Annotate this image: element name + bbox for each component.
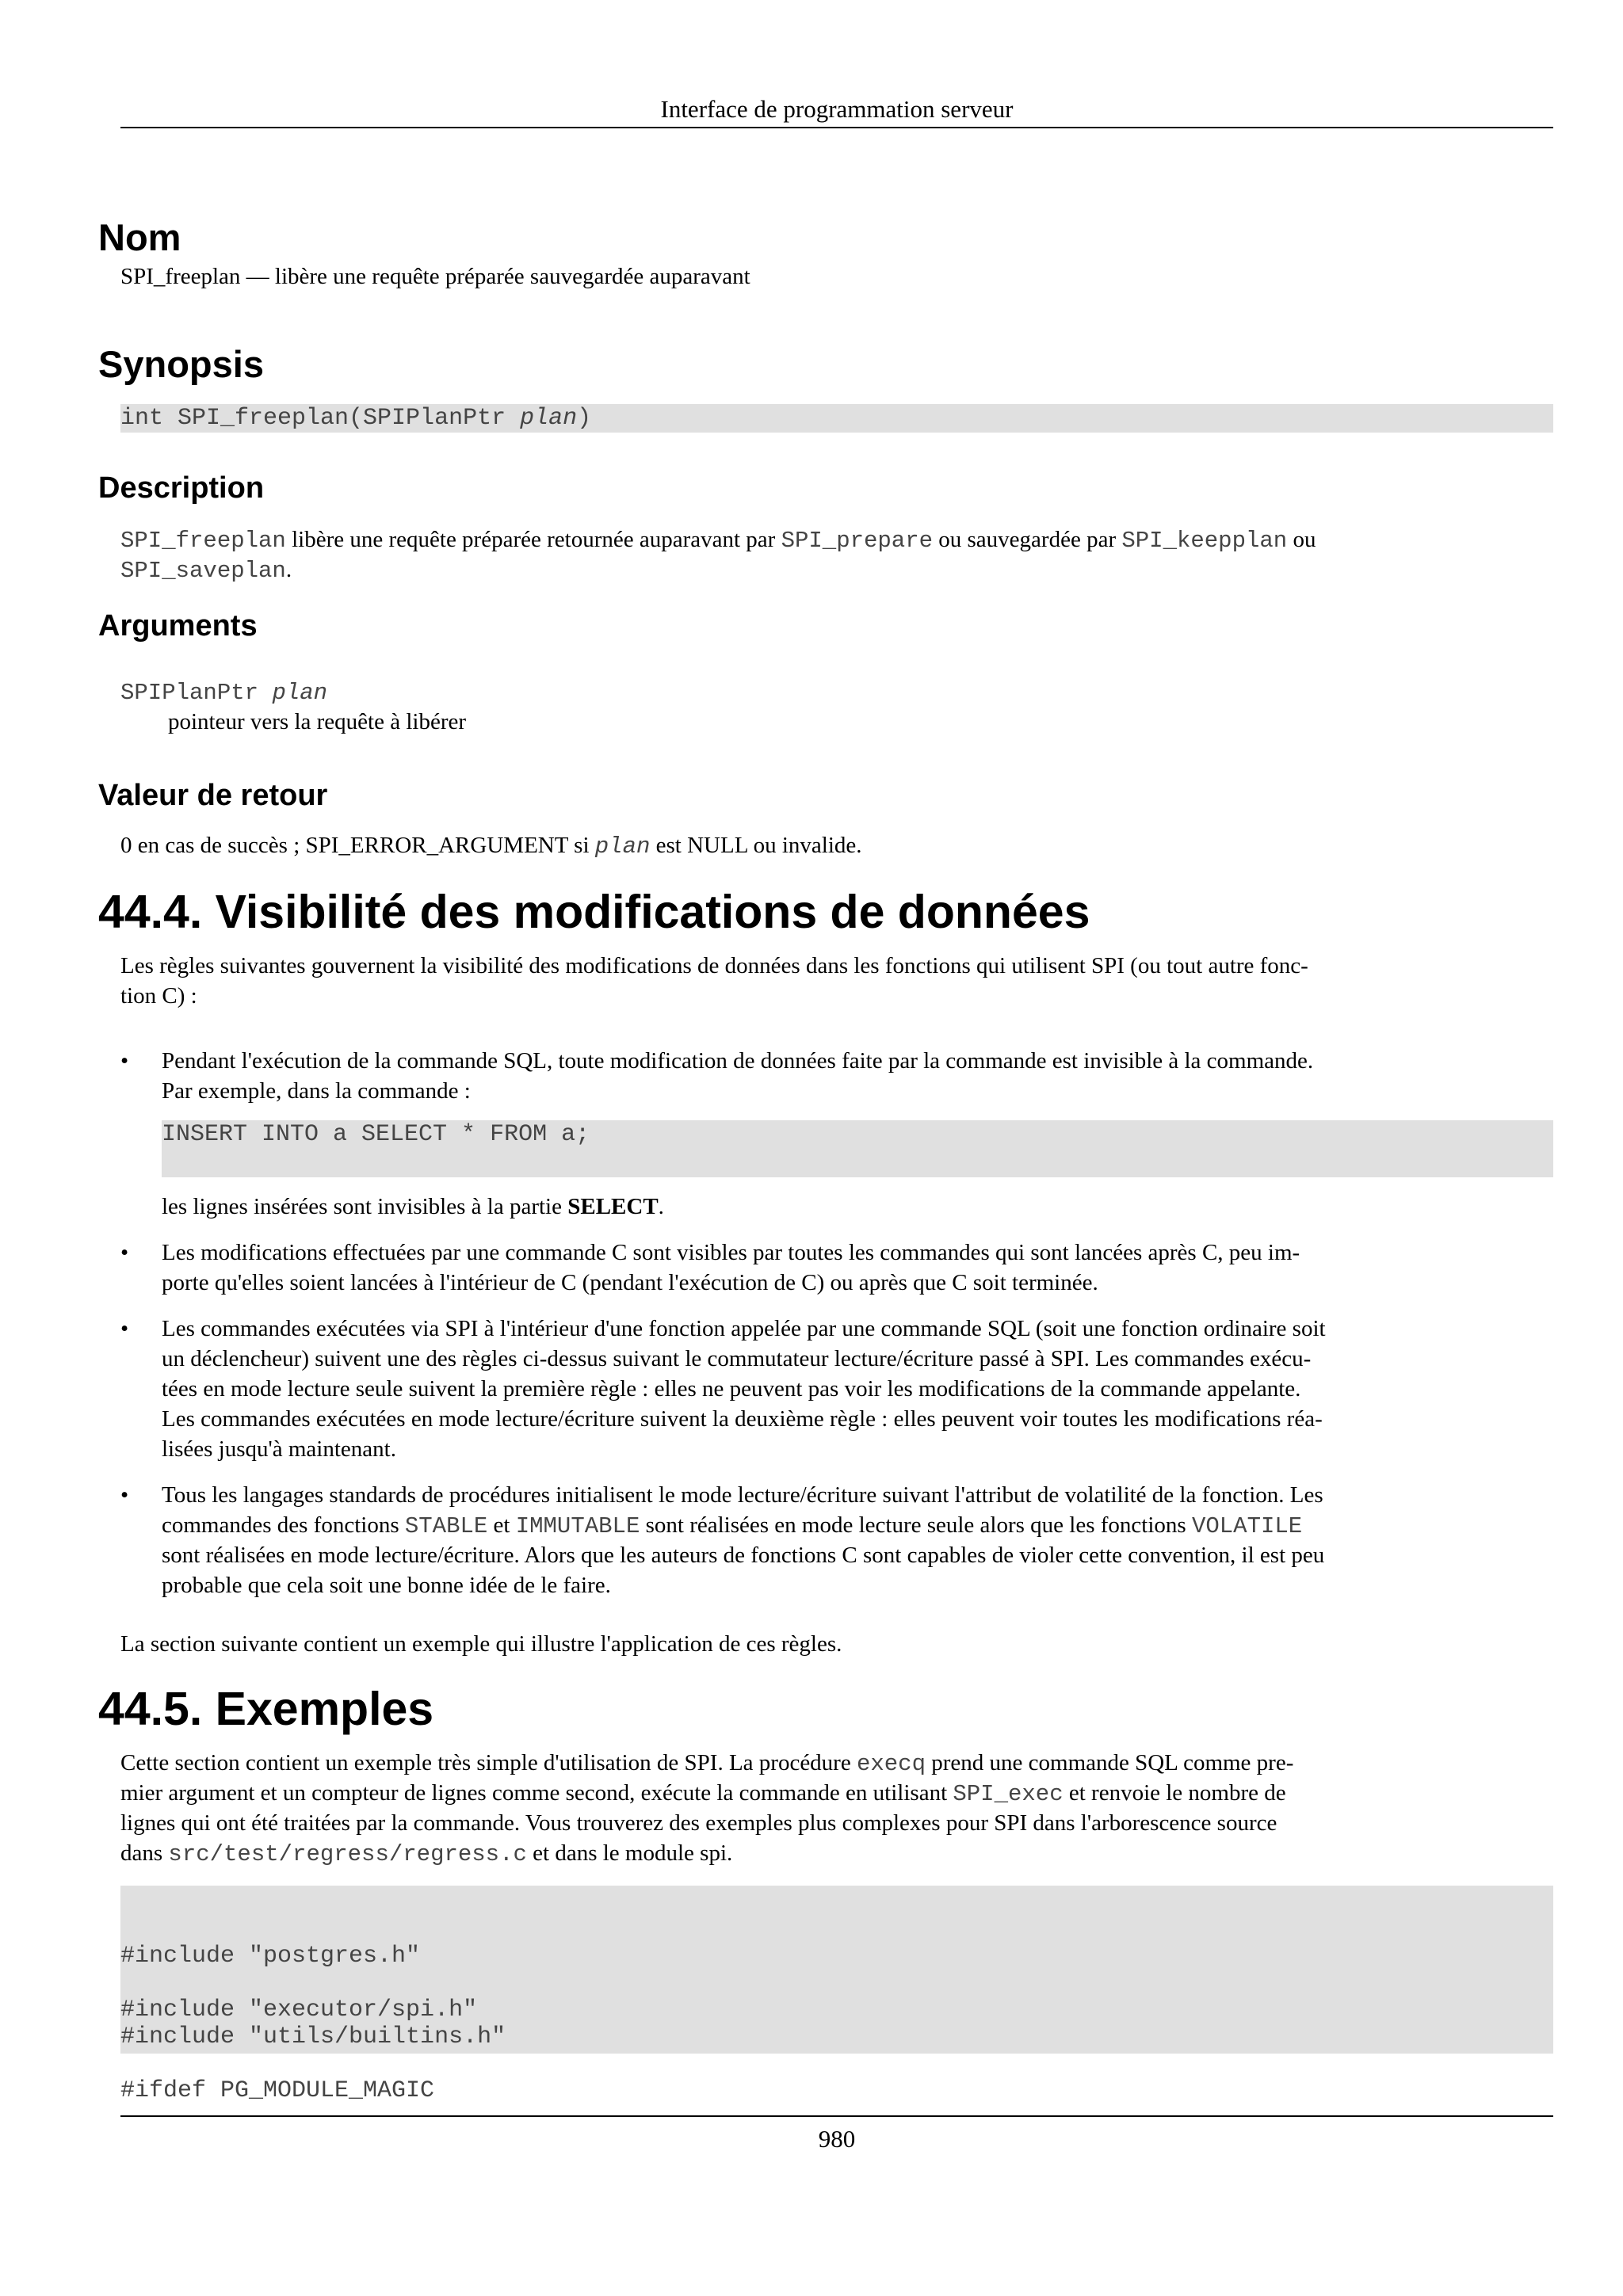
code-line bbox=[120, 1970, 1553, 1997]
item1-code-text: INSERT INTO a SELECT * FROM a; bbox=[162, 1121, 590, 1148]
item4-volatile: VOLATILE bbox=[1191, 1513, 1303, 1539]
fn-spi-keepplan: SPI_keepplan bbox=[1121, 528, 1288, 554]
section-44-4-heading: 44.4. Visibilité des modifications de données bbox=[98, 886, 1090, 938]
item1-after-post: . bbox=[658, 1194, 664, 1219]
section-44-5-line-4 bbox=[120, 1838, 1553, 1870]
page-number: 980 bbox=[120, 2115, 1553, 2157]
item3-line2: un déclencheur) suivent une des règles ci-dessus suivant le commutateur lecture/écriture passé à SPI. Les commandes exécu- bbox=[162, 1346, 1312, 1371]
item4-line4: probable que cela soit une bonne idée de le faire. bbox=[162, 1573, 611, 1598]
description-text-2: ou sauvegardée par bbox=[933, 527, 1122, 552]
fn-spi-freeplan: SPI_freeplan bbox=[120, 528, 286, 554]
item3-line1: Les commandes exécutées via SPI à l'intérieur d'une fonction appelée par une commande SQL (soit une fonction ordinaire soit bbox=[162, 1316, 1326, 1341]
fn-execq: execq bbox=[856, 1751, 926, 1777]
nom-heading: Nom bbox=[98, 216, 181, 258]
section-44-5-line-2 bbox=[120, 1778, 1553, 1810]
s445-l4-c: et dans le module spi. bbox=[526, 1840, 733, 1866]
argument-term bbox=[120, 677, 1553, 708]
section-44-5-line-1 bbox=[120, 1748, 1553, 1779]
s445-l1-a: Cette section contient un exemple très simple d'utilisation de SPI. La procédure bbox=[120, 1750, 857, 1775]
nom-text: SPI_freeplan — libère une requête préparée sauvegardée auparavant bbox=[120, 264, 750, 289]
synopsis-code bbox=[120, 404, 1553, 433]
bullet-symbol: • bbox=[120, 1240, 129, 1265]
fn-spi-exec: SPI_exec bbox=[953, 1781, 1064, 1807]
synopsis-code-arg: plan bbox=[520, 405, 578, 432]
item4-l2-c: et bbox=[487, 1512, 516, 1538]
item3-line4: Les commandes exécutées en mode lecture/écriture suivent la deuxième règle : elles peuvent voir toutes les modifications réa- bbox=[162, 1406, 1323, 1432]
synopsis-heading: Synopsis bbox=[98, 343, 264, 385]
item4-line1: Tous les langages standards de procédures initialisent le mode lecture/écriture suivant l'attribut de volatilité de la fonction. Les bbox=[162, 1482, 1323, 1508]
s445-l2-c: et renvoie le nombre de bbox=[1063, 1780, 1286, 1806]
description-line-1 bbox=[120, 524, 1553, 556]
description-text-3: ou bbox=[1287, 527, 1316, 552]
item3-line3: tées en mode lecture seule suivent la première règle : elles ne peuvent pas voir les modifications de la commande appelante. bbox=[162, 1376, 1301, 1402]
code-line bbox=[120, 2050, 1553, 2077]
bullet-symbol: • bbox=[120, 1482, 129, 1508]
code-line: #include "executor/spi.h" bbox=[120, 1997, 478, 2023]
section-44-4-intro-1: Les règles suivantes gouvernent la visibilité des modifications de données dans les fonctions qui utilisent SPI (ou tout autre fonc- bbox=[120, 953, 1308, 978]
item4-stable: STABLE bbox=[404, 1513, 488, 1539]
description-text-4: . bbox=[285, 557, 292, 582]
example-code-block bbox=[120, 1886, 1553, 2104]
retour-arg: plan bbox=[594, 833, 651, 860]
code-line: #include "postgres.h" bbox=[120, 1943, 421, 1970]
s445-l4-a: dans bbox=[120, 1840, 169, 1866]
section-44-5-heading: 44.5. Exemples bbox=[98, 1683, 434, 1735]
item4-l2-a: commandes des fonctions bbox=[162, 1512, 405, 1538]
section-44-4-closing: La section suivante contient un exemple qui illustre l'application de ces règles. bbox=[120, 1631, 842, 1657]
description-text-1: libère une requête préparée retournée auparavant par bbox=[285, 527, 781, 552]
code-line: #ifdef PG_MODULE_MAGIC bbox=[120, 2077, 435, 2104]
s445-l2-a: mier argument et un compteur de lignes comme second, exécute la commande en utilisant bbox=[120, 1780, 953, 1806]
bullet-symbol: • bbox=[120, 1048, 129, 1074]
item4-l2-e: sont réalisées en mode lecture seule alors que les fonctions bbox=[640, 1512, 1192, 1538]
document-page bbox=[98, 0, 1553, 2296]
fn-spi-saveplan: SPI_saveplan bbox=[120, 558, 286, 584]
section-44-5-line-3: lignes qui ont été traitées par la commande. Vous trouverez des exemples plus complexes pour SPI dans l'arborescence source bbox=[120, 1810, 1277, 1836]
bullet-symbol: • bbox=[120, 1316, 129, 1341]
item1-after-bold: SELECT bbox=[567, 1194, 659, 1219]
description-line-2 bbox=[120, 555, 1553, 586]
section-44-4-intro-2: tion C) : bbox=[120, 983, 197, 1009]
item1-line2: Par exemple, dans la commande : bbox=[162, 1078, 471, 1104]
item4-line3: sont réalisées en mode lecture/écriture. Alors que les auteurs de fonctions C sont capables de violer cette convention, il est peu bbox=[162, 1543, 1325, 1568]
s445-l1-c: prend une commande SQL comme pre- bbox=[925, 1750, 1294, 1775]
item1-line1: Pendant l'exécution de la commande SQL, toute modification de données faite par la commande est invisible à la commande. bbox=[162, 1048, 1314, 1074]
item1-code bbox=[162, 1120, 1553, 1177]
description-heading: Description bbox=[98, 471, 265, 505]
retour-text-1: 0 en cas de succès ; SPI_ERROR_ARGUMENT si bbox=[120, 833, 595, 858]
synopsis-code-post: ) bbox=[577, 405, 592, 432]
running-header: Interface de programmation serveur bbox=[120, 92, 1553, 128]
item3-line5: lisées jusqu'à maintenant. bbox=[162, 1436, 396, 1462]
item1-after bbox=[162, 1192, 1553, 1222]
item1-after-text: les lignes insérées sont invisibles à la partie bbox=[162, 1194, 568, 1219]
argument-type: SPIPlanPtr bbox=[120, 680, 273, 706]
item2-line2: porte qu'elles soient lancées à l'intérieur de C (pendant l'exécution de C) ou après que C soit terminée. bbox=[162, 1270, 1098, 1295]
argument-description: pointeur vers la requête à libérer bbox=[168, 709, 467, 734]
argument-name: plan bbox=[272, 680, 328, 706]
code-line: #include "utils/builtins.h" bbox=[120, 2023, 506, 2050]
item4-line2 bbox=[162, 1510, 1553, 1542]
synopsis-code-pre: int SPI_freeplan(SPIPlanPtr bbox=[120, 405, 521, 432]
item2-line1: Les modifications effectuées par une commande C sont visibles par toutes les commandes qui sont lancées après C, peu im- bbox=[162, 1240, 1300, 1265]
item4-immutable: IMMUTABLE bbox=[515, 1513, 640, 1539]
fn-spi-prepare: SPI_prepare bbox=[781, 528, 934, 554]
arguments-heading: Arguments bbox=[98, 609, 258, 643]
retour-text bbox=[120, 830, 1553, 862]
retour-heading: Valeur de retour bbox=[98, 779, 328, 812]
file-path: src/test/regress/regress.c bbox=[168, 1841, 527, 1867]
retour-text-2: est NULL ou invalide. bbox=[650, 833, 862, 858]
